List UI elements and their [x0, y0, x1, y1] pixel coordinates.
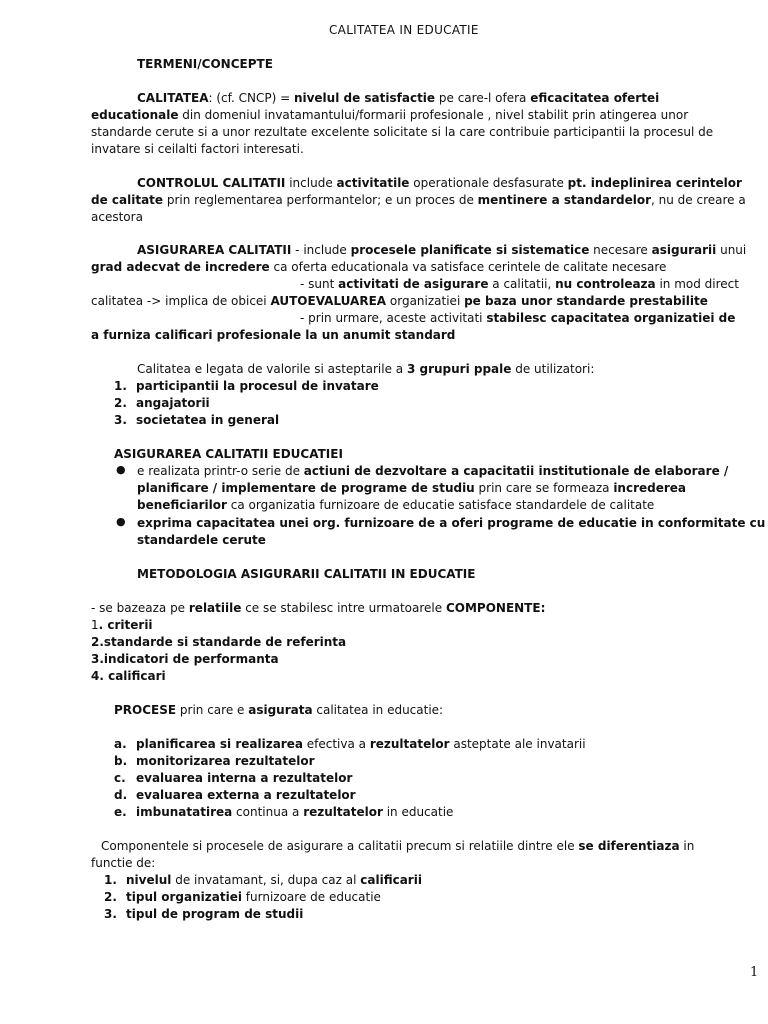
text: din domeniul invatamantului/formarii profesionale , nivel stabilit prin atingerea unor: [178, 108, 689, 122]
bold-text: exprima capacitatea unei org. furnizoare de a oferi programe de educatie in conformitate cu: [137, 516, 766, 530]
bullet-icon: ●: [116, 463, 126, 476]
text: prin reglementarea performantelor; e un proces de: [163, 193, 478, 207]
aci-bullet-1-line-1: [137, 463, 728, 480]
text: standarde cerute si a unor rezultate excelente solicitate si la care contribuie participantii la procesul de: [91, 125, 714, 139]
bold-text: increderea: [613, 481, 687, 495]
bold-text: activitatile: [336, 176, 410, 190]
bold-text: activitati de asigurare: [338, 277, 489, 291]
list-text: [126, 873, 422, 887]
text: include: [285, 176, 337, 190]
bold-text: relatiile: [188, 601, 242, 615]
bold-text: monitorizarea rezultatelor: [136, 754, 315, 768]
list-text: [126, 890, 381, 904]
diferentiere-line-1: [101, 838, 694, 855]
text: acestora: [91, 210, 143, 224]
bold-text: COMPONENTE:: [445, 601, 546, 615]
text: furnizoare de educatie: [241, 890, 381, 904]
text: efectiva a: [302, 737, 370, 751]
text: prin care se formeaza: [474, 481, 614, 495]
text: - sunt: [300, 277, 339, 291]
bold-text: CALITATEA: [137, 91, 209, 105]
bold-text: 3.indicatori de performanta: [91, 652, 279, 666]
asigurarea-line-5: [300, 310, 735, 327]
bold-text: actiuni de dezvoltare a capacitatii institutionale de elaborare /: [303, 464, 729, 478]
text: operationale desfasurate: [409, 176, 568, 190]
proces-item-d: [114, 787, 356, 804]
componenta-3: [91, 651, 279, 668]
grupuri-item-2: [114, 395, 210, 412]
controlul-line-3: [91, 209, 143, 226]
asigurarea-line-3: [300, 276, 739, 293]
proces-item-e: [114, 804, 453, 821]
bold-text: mentinere a standardelor: [477, 193, 652, 207]
text: , nu de creare a: [651, 193, 746, 207]
text: Calitatea e legata de valorile si asteptarile a: [137, 362, 407, 376]
text: 1: [91, 618, 99, 632]
list-number: 3.: [114, 413, 127, 427]
list-letter: c.: [114, 771, 126, 785]
bold-text: AUTOEVALUAREA: [270, 294, 387, 308]
calitatea-line-1: [137, 90, 659, 107]
text: ca organizatia furnizoare de educatie satisface standardele de calitate: [226, 498, 655, 512]
list-text: [136, 754, 315, 768]
text: necesare: [589, 243, 652, 257]
bold-text: pe baza unor standarde prestabilite: [464, 294, 708, 308]
bullet-icon: ●: [116, 515, 126, 528]
componenta-4: [91, 668, 166, 685]
text: calitatea -> implica de obicei: [91, 294, 271, 308]
proces-item-c: [114, 770, 352, 787]
list-text: angajatorii: [136, 396, 210, 410]
asigurarea-line-4: [91, 293, 708, 310]
list-number: 1.: [114, 379, 127, 393]
text: prin care e: [176, 703, 249, 717]
aci-bullet-1-line-2: [137, 480, 686, 497]
componenta-1: [91, 617, 153, 634]
asigurarea-line-1: [137, 242, 746, 259]
text: continua a: [232, 805, 304, 819]
bold-text: evaluarea interna a rezultatelor: [136, 771, 353, 785]
text: de invatamant, si, dupa caz al: [171, 873, 361, 887]
bold-text: grad adecvat de incredere: [91, 260, 270, 274]
text: Componentele si procesele de asigurare a calitatii precum si relatiile dintre ele: [101, 839, 579, 853]
bold-text: rezultatelor: [369, 737, 450, 751]
text: a calitatii,: [488, 277, 556, 291]
section-heading-aci: ASIGURAREA CALITATII EDUCATIEI: [114, 447, 343, 461]
text: ce se stabilesc intre urmatoarele: [241, 601, 446, 615]
list-text: [126, 907, 303, 921]
bold-text: educationale: [91, 108, 179, 122]
bold-text: asigurarii: [651, 243, 717, 257]
section-heading-metodologia: METODOLOGIA ASIGURARII CALITATII IN EDUCATIE: [137, 567, 476, 581]
bold-text: eficacitatea ofertei: [530, 91, 660, 105]
bold-text: PROCESE: [114, 703, 177, 717]
criteriu-item-2: [104, 889, 381, 906]
aci-bullet-2-line-1: [137, 515, 765, 532]
text: - prin urmare, aceste activitati: [300, 311, 487, 325]
bold-text: evaluarea externa a rezultatelor: [136, 788, 356, 802]
text: unui: [716, 243, 747, 257]
list-text: [136, 737, 586, 751]
bold-text: rezultatelor: [303, 805, 383, 819]
bold-text: asigurata: [248, 703, 313, 717]
bold-text: tipul organizatiei: [126, 890, 242, 904]
text: e realizata printr-o serie de: [137, 464, 304, 478]
bold-text: a furniza calificari profesionale la un anumit standard: [91, 328, 456, 342]
componente-intro: [91, 600, 545, 617]
list-number: 2.: [114, 396, 127, 410]
bold-text: procesele planificate si sistematice: [350, 243, 590, 257]
controlul-line-1: [137, 175, 742, 192]
bold-text: tipul de program de studii: [126, 907, 304, 921]
text: - include: [291, 243, 351, 257]
aci-bullet-1-line-3: [137, 497, 654, 514]
grupuri-intro: [137, 361, 594, 378]
text: in educatie: [382, 805, 454, 819]
aci-bullet-2-line-2: [137, 532, 266, 549]
proces-item-a: [114, 736, 586, 753]
list-number: 3.: [104, 907, 117, 921]
document-title: CALITATEA IN EDUCATIE: [329, 23, 479, 37]
criteriu-item-1: [104, 872, 422, 889]
text: de utilizatori:: [511, 362, 595, 376]
bold-text: stabilesc capacitatea organizatiei de: [486, 311, 736, 325]
text: pe care-l ofera: [435, 91, 531, 105]
text: calitatea in educatie:: [312, 703, 444, 717]
bold-text: beneficiarilor: [137, 498, 227, 512]
asigurarea-line-2: [91, 259, 666, 276]
text: : (cf. CNCP) =: [208, 91, 294, 105]
controlul-line-2: [91, 192, 746, 209]
bold-text: se diferentiaza: [578, 839, 680, 853]
bold-text: 4. calificari: [91, 669, 166, 683]
bold-text: de calitate: [91, 193, 164, 207]
list-number: 2.: [104, 890, 117, 904]
proces-item-b: [114, 753, 315, 770]
bold-text: nivelul: [126, 873, 172, 887]
list-text: [136, 771, 352, 785]
bold-text: CONTROLUL CALITATII: [137, 176, 286, 190]
list-number: 1.: [104, 873, 117, 887]
list-letter: b.: [114, 754, 128, 768]
bold-text: ASIGURAREA CALITATII: [137, 243, 292, 257]
list-letter: d.: [114, 788, 128, 802]
asigurarea-line-6: [91, 327, 455, 344]
list-text: [136, 805, 453, 819]
bold-text: 3 grupuri ppale: [406, 362, 512, 376]
bold-text: planificarea si realizarea: [136, 737, 303, 751]
calitatea-line-4: [91, 141, 304, 158]
bold-text: standardele cerute: [137, 533, 266, 547]
text: in: [679, 839, 695, 853]
list-text: [136, 788, 356, 802]
componenta-2: [91, 634, 346, 651]
grupuri-item-1: [114, 378, 379, 395]
bold-text: calificarii: [360, 873, 422, 887]
section-heading-terms: TERMENI/CONCEPTE: [137, 57, 273, 71]
text: - se bazeaza pe: [91, 601, 189, 615]
text: invatare si ceilalti factori interesati.: [91, 142, 304, 156]
list-text: societatea in general: [136, 413, 280, 427]
bold-text: pt. indeplinirea cerintelor: [567, 176, 742, 190]
bold-text: . criterii: [98, 618, 153, 632]
text: in mod direct: [655, 277, 739, 291]
criteriu-item-3: [104, 906, 303, 923]
page-number: 1: [750, 965, 759, 980]
bold-text: nivelul de satisfactie: [293, 91, 436, 105]
text: ca oferta educationala va satisface cerintele de calitate necesare: [269, 260, 667, 274]
list-letter: e.: [114, 805, 127, 819]
procese-intro: [114, 702, 443, 719]
list-text: participantii la procesul de invatare: [136, 379, 379, 393]
list-letter: a.: [114, 737, 127, 751]
text: organizatiei: [386, 294, 465, 308]
bold-text: 2.standarde si standarde de referinta: [91, 635, 347, 649]
grupuri-item-3: [114, 412, 279, 429]
calitatea-line-3: [91, 124, 713, 141]
text: asteptate ale invatarii: [449, 737, 586, 751]
diferentiere-line-2: [91, 855, 155, 872]
bold-text: nu controleaza: [555, 277, 656, 291]
text: functie de:: [91, 856, 156, 870]
bold-text: imbunatatirea: [136, 805, 233, 819]
bold-text: planificare / implementare de programe de studiu: [137, 481, 475, 495]
calitatea-line-2: [91, 107, 688, 124]
